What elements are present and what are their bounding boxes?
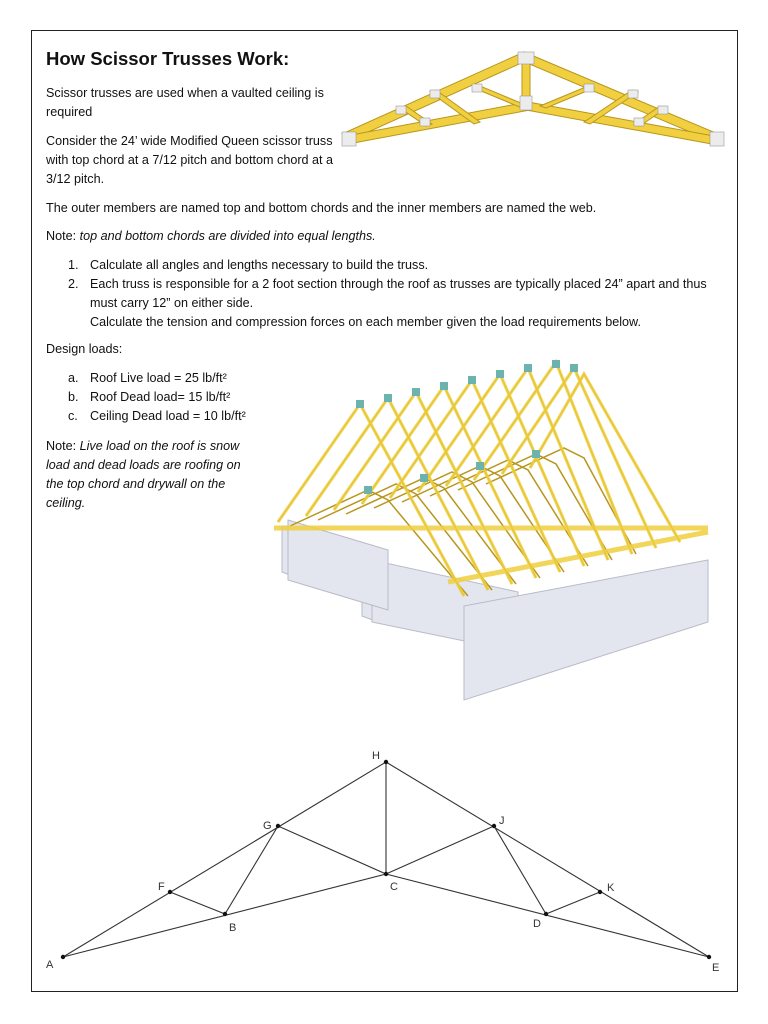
member-FB — [170, 892, 225, 914]
joint-B — [223, 912, 227, 916]
label-G: G — [263, 820, 272, 832]
member-AH — [63, 762, 386, 957]
label-A: A — [46, 959, 54, 971]
truss-labels — [46, 750, 719, 974]
member-HE — [386, 762, 709, 957]
task-number: 1. — [68, 258, 79, 272]
page-title: How Scissor Trusses Work: — [46, 48, 290, 69]
note-label: Note: — [46, 439, 77, 453]
design-loads-heading: Design loads: — [46, 342, 123, 356]
truss-members-lines — [63, 762, 709, 957]
joint-H — [384, 760, 388, 764]
task-number: 2. — [68, 277, 79, 291]
load-letter: c. — [68, 409, 78, 423]
joint-C — [384, 872, 388, 876]
load-text: Roof Live load = 25 lb/ft² — [90, 371, 227, 385]
joint-G — [276, 824, 280, 828]
label-B: B — [229, 922, 237, 934]
joint-A — [61, 955, 65, 959]
label-H: H — [372, 750, 380, 762]
joint-J — [492, 824, 496, 828]
label-D: D — [533, 918, 541, 930]
label-J: J — [499, 815, 505, 827]
label-K: K — [607, 882, 615, 894]
member-JD — [494, 826, 546, 914]
label-F: F — [158, 881, 165, 893]
load-text: Roof Dead load= 15 lb/ft² — [90, 390, 231, 404]
joint-D — [544, 912, 548, 916]
task-text: Calculate all angles and lengths necessary to build the truss. — [90, 258, 429, 272]
load-letter: a. — [68, 371, 79, 385]
note-label: Note: — [46, 229, 77, 243]
member-GB — [225, 826, 278, 914]
members-paragraph: The outer members are named top and bottom chords and the inner members are named the web. — [46, 201, 597, 215]
member-KD — [546, 892, 600, 914]
note-text: top and bottom chords are divided into equal lengths. — [79, 229, 376, 243]
label-E: E — [712, 962, 720, 974]
intro-paragraph: Scissor trusses are used when a vaulted ceiling is required — [46, 86, 324, 119]
joint-F — [168, 890, 172, 894]
member-JC — [386, 826, 494, 874]
joint-K — [598, 890, 602, 894]
task-text: Calculate the tension and compression forces on each member given the load requirements below. — [90, 315, 641, 329]
task-text: Each truss is responsible for a 2 foot section through the roof as trusses are typically placed 24” apart and thus must carry 12” on either side. — [90, 277, 707, 310]
load-letter: b. — [68, 390, 79, 404]
label-C: C — [390, 881, 398, 893]
load-text: Ceiling Dead load = 10 lb/ft² — [90, 409, 246, 423]
member-GC — [278, 826, 386, 874]
consider-paragraph: Consider the 24’ wide Modified Queen scissor truss with top chord at a 7/12 pitch and bottom chord at a 3/12 pitch. — [46, 134, 334, 186]
joint-E — [707, 955, 711, 959]
note-text: Live load on the roof is snow load and dead loads are roofing on the top chord and drywall on the ceiling. — [46, 439, 241, 510]
